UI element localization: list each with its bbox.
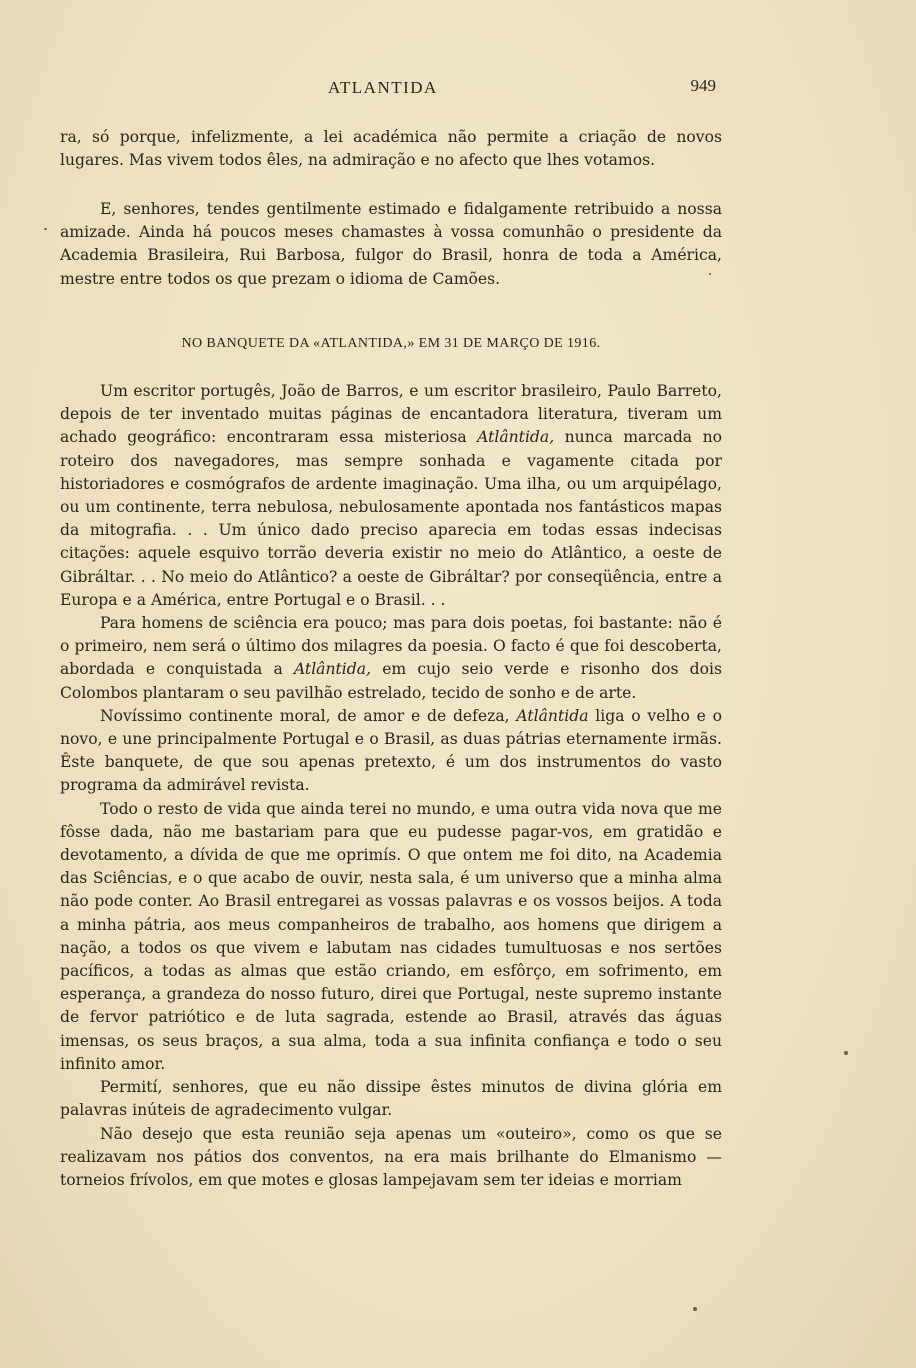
paper-speck [844,1051,848,1055]
continued-paragraph [60,126,722,172]
paragraph: Todo o resto de vida que ainda terei no mundo, e uma outra vida nova que me fôsse dada, não me bastariam para que eu pudesse pagar-vos, em gratidão e devotamento, a dívida de que me oprimís. O que ontem me foi dito, na Academia das Sciências, e o que acabo de ouvir, nesta sala, é um universo que a minha alma não pode conter. Ao Brasil entregarei as vossas palavras e os vossos beijos. A toda a minha pátria, aos meus companheiros de trabalho, aos homens que dirigem a nação, a todos os que vivem e labutam nas cidades tumultuosas e nos sertões pacíficos, a todas as almas que estão criando, em esfôrço, em sofrimento, em esperança, a grandeza do nosso futuro, direi que Portugal, neste supremo instante de fervor patriótico e de luta sagrada, estende ao Brasil, através das águas imensas, os seus braços, a sua alma, toda a sua infinita confiança e todo o seu infinito amor. [60,799,722,1073]
paragraph [60,380,722,612]
text-run: em cujo seio verde e risonho dos dois Colombos plantaram o seu pavilhão estrelado, tecido de sonho e de arte. [60,660,723,702]
paragraph: E, senhores, tendes gentilmente estimado e fidalgamente retribuido a nossa amizade. Ainda há poucos meses chamastes à vossa comunhão o presidente da Academia Brasileira, Rui Barbosa, fulgor do Brasil, honra de toda a América, mestre entre todos os que prezam o idioma de Camões. [60,200,722,288]
italic-title: Atlântida, [293,660,372,679]
text-run: nunca marcada no roteiro dos navegadores, mas sempre sonhada e vagamente citada por historiadores e cosmógrafos de ardente imaginação. Uma ilha, ou um arquipélago, ou um continente, terra nebulosa, nebulosamente apontada nos fantásticos mapas da mitografia. . . Um único dado preciso aparecia em todas essas indecisas citações: aquele esquivo torrão deveria existir no meio do Atlântico, a oeste de Gibráltar. . . No meio do Atlântico? a oeste de Gibráltar? por conseqüência, entre a Europa e a América, entre Portugal e o Brasil. . . [60,428,722,609]
paper-speck [693,1307,697,1311]
italic-title: Atlântida [516,706,589,725]
italic-title: Atlântida, [477,428,555,447]
paper-speck [709,273,711,275]
text-run: liga o velho e o novo, e une principalmente Portugal e o Brasil, as duas pátrias eternamente irmãs. Êste banquete, de que sou apenas pretexto, é um dos instrumentos do vasto programa da admirável revista. [60,706,722,795]
running-title: ATLANTIDA [328,78,438,97]
intro-paragraph [60,198,722,291]
text-run: Novíssimo continente moral, de amor e de defeza, [100,706,517,725]
paragraph [60,705,722,798]
speech-body [60,380,722,1192]
text-run: Um escritor portugês, João de Barros, e um escritor brasileiro, Paulo Barreto, depois de ter inventado muitas páginas de encantadora literatura, tiveram um achado geográfico: encontraram essa misteriosa [60,382,722,447]
paragraph: Não desejo que esta reunião seja apenas um «outeiro», como os que se realizavam nos pátios dos conventos, na era mais brilhante do Elmanismo — torneios frívolos, em que motes e glosas lampejavam sem ter ideias e morriam [60,1124,722,1189]
section-title: NO BANQUETE DA «ATLANTIDA,» EM 31 DE MARÇO DE 1916. [181,336,601,351]
page-number: 949 [690,76,716,95]
text-run: Para homens de sciência era pouco; mas para dois poetas, foi bastante: não é o primeiro, nem será o último dos milagres da poesia. O facto é que foi descoberta, abordada e conquistada a [60,614,722,679]
page-header [60,74,720,100]
paragraph: ra, só porque, infelizmente, a lei académica não permite a criação de novos lugares. Mas vivem todos êles, na admiração e no afecto que lhes votamos. [60,128,722,170]
paragraph [60,612,722,705]
paragraph: Permití, senhores, que eu não dissipe êstes minutos de divina glória em palavras inúteis de agradecimento vulgar. [60,1078,722,1120]
paper-speck [44,228,47,230]
